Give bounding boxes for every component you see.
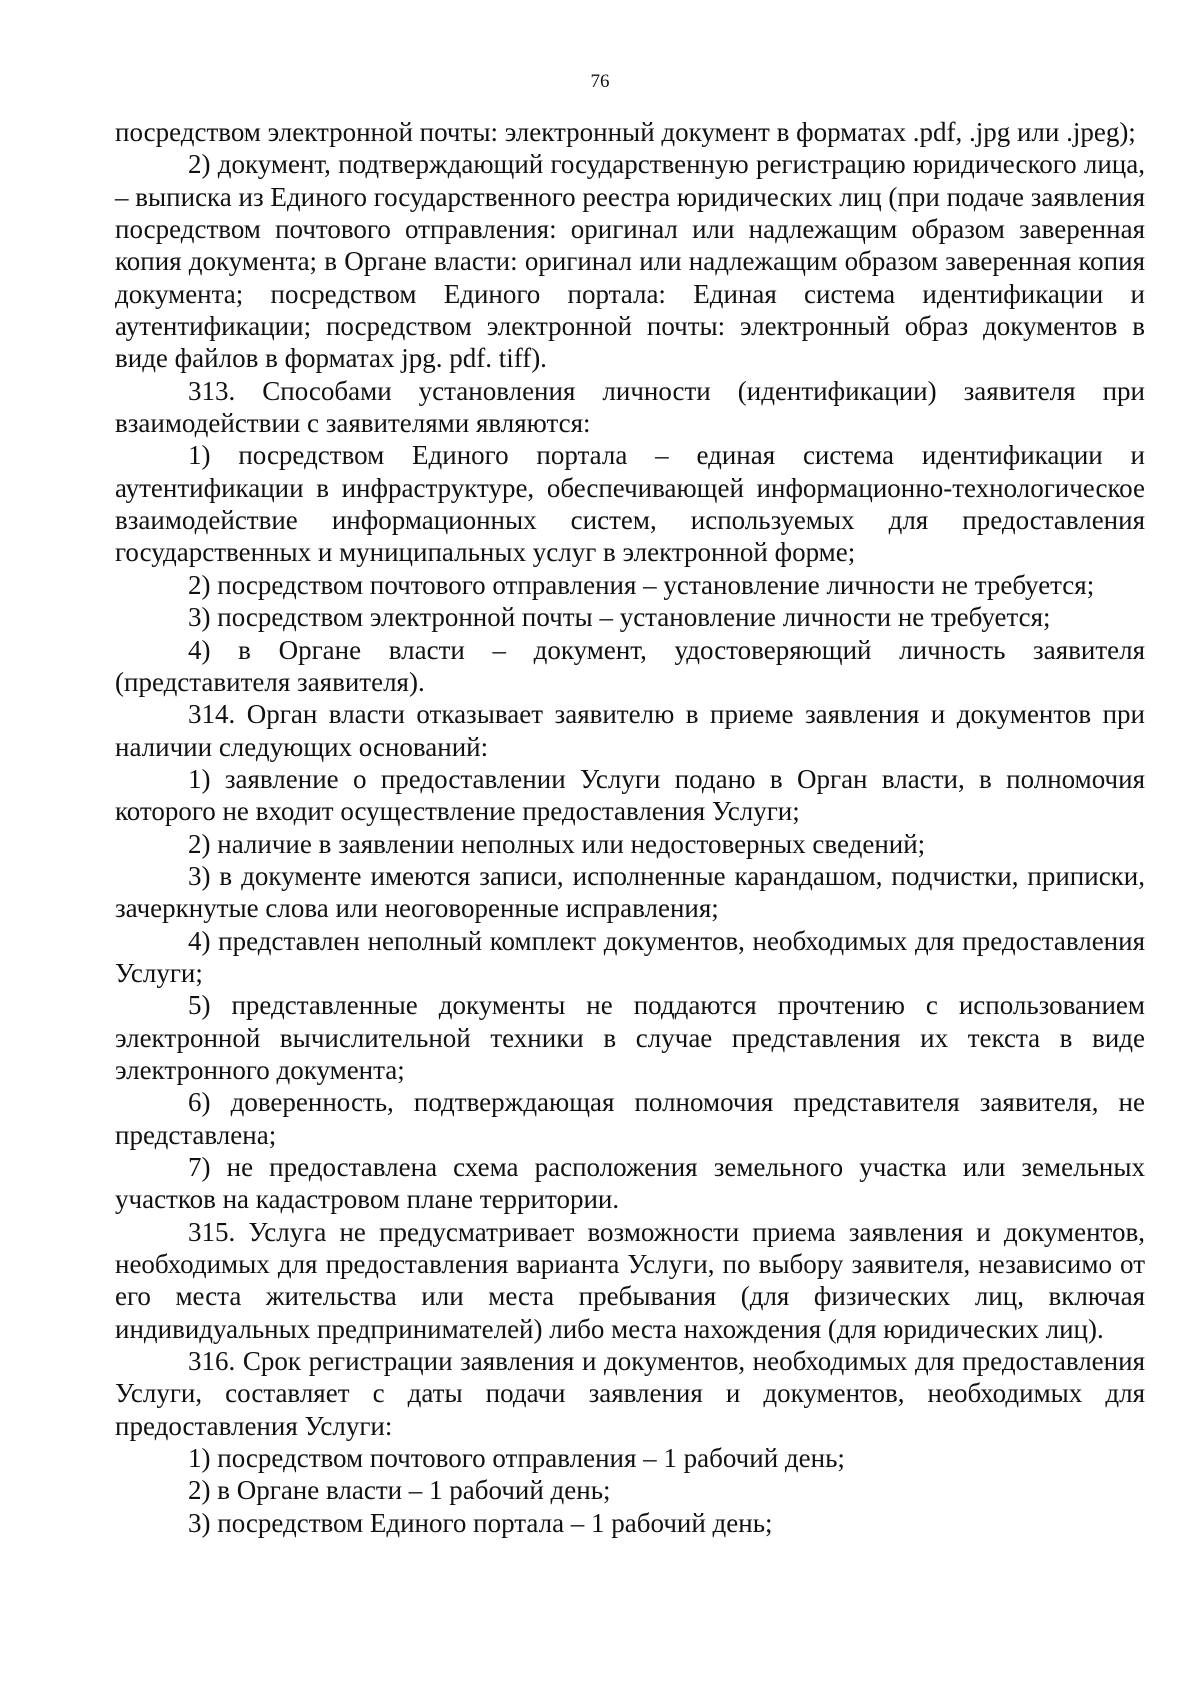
paragraph-continuation: посредством электронной почты: электронный документ в форматах .pdf, .jpg или .jpeg); [115,117,1136,147]
document-body [115,116,1145,1539]
paragraph-314-item-1: 1) заявление о предоставлении Услуги подано в Орган власти, в полномочия которого не входит осуществление предоставления Услуги; [115,763,1145,827]
paragraph-313-item-4: 4) в Органе власти – документ, удостоверяющий личность заявителя (представителя заявителя). [115,634,1145,697]
paragraph-314-item-7: 7) не предоставлена схема расположения земельного участка или земельных участков на кадастровом плане территории. [115,1152,1145,1215]
paragraph-315: 315. Услуга не предусматривает возможности приема заявления и документов, необходимых для предоставления варианта Услуги, по выбору заявителя, независимо от его места жительства или места пребывания (для физических лиц, включая индивидуальных предпринимателей) либо места нахождения (для юридических лиц). [115,1216,1145,1344]
paragraph-313-item-2: 2) посредством почтового отправления – установление личности не требуется; [188,569,1095,600]
paragraph-316-item-2: 2) в Органе власти – 1 рабочий день; [188,1475,611,1506]
paragraph-314: 314. Орган власти отказывает заявителю в приеме заявления и документов при наличии следующих оснований: [115,699,1145,762]
paragraph-314-item-6: 6) доверенность, подтверждающая полномочия представителя заявителя, не представлена; [115,1087,1145,1150]
paragraph-313: 313. Способами установления личности (идентификации) заявителя при взаимодействии с заявителями являются: [115,375,1145,439]
paragraph-316-item-3: 3) посредством Единого портала – 1 рабочий день; [188,1507,773,1538]
paragraph-314-item-4: 4) представлен неполный комплект документов, необходимых для предоставления Услуги; [115,925,1145,988]
paragraph-314-item-3: 3) в документе имеются записи, исполненные карандашом, подчистки, приписки, зачеркнутые слова или неоговоренные исправления; [115,860,1145,924]
paragraph-314-item-5: 5) представленные документы не поддаются прочтению с использованием электронной вычислительной техники в случае представления их текста в виде электронного документа; [115,990,1145,1085]
paragraph-316-item-1: 1) посредством почтового отправления – 1 рабочий день; [188,1443,845,1474]
paragraph-313-item-3: 3) посредством электронной почты – установление личности не требуется; [188,602,1051,633]
paragraph-316: 316. Срок регистрации заявления и документов, необходимых для предоставления Услуги, составляет с даты подачи заявления и документов, необходимых для предоставления Услуги: [115,1346,1145,1441]
paragraph-313-item-1: 1) посредством Единого портала – единая система идентификации и аутентификации в инфраструктуре, обеспечивающей информационно-технологическое взаимодействие информационных систем, используемых для предоставления государственных и муниципальных услуг в электронной форме; [115,440,1145,568]
paragraph-314-item-2: 2) наличие в заявлении неполных или недостоверных сведений; [188,828,926,859]
paragraph-item-2-legal-entity: 2) документ, подтверждающий государственную регистрацию юридического лица, – выписка из Единого государственного реестра юридических лиц (при подаче заявления посредством почтового отправления: оригинал или надлежащим образом заверенная копия документа; в Органе власти: оригинал или надлежащим образом заверенная копия документа; посредством Единого портала: Единая система идентификации и аутентификации; посредством электронной почты: электронный образ документов в виде файлов в форматах jpg. pdf. tiff). [115,149,1145,374]
page-number: 76 [590,71,610,92]
